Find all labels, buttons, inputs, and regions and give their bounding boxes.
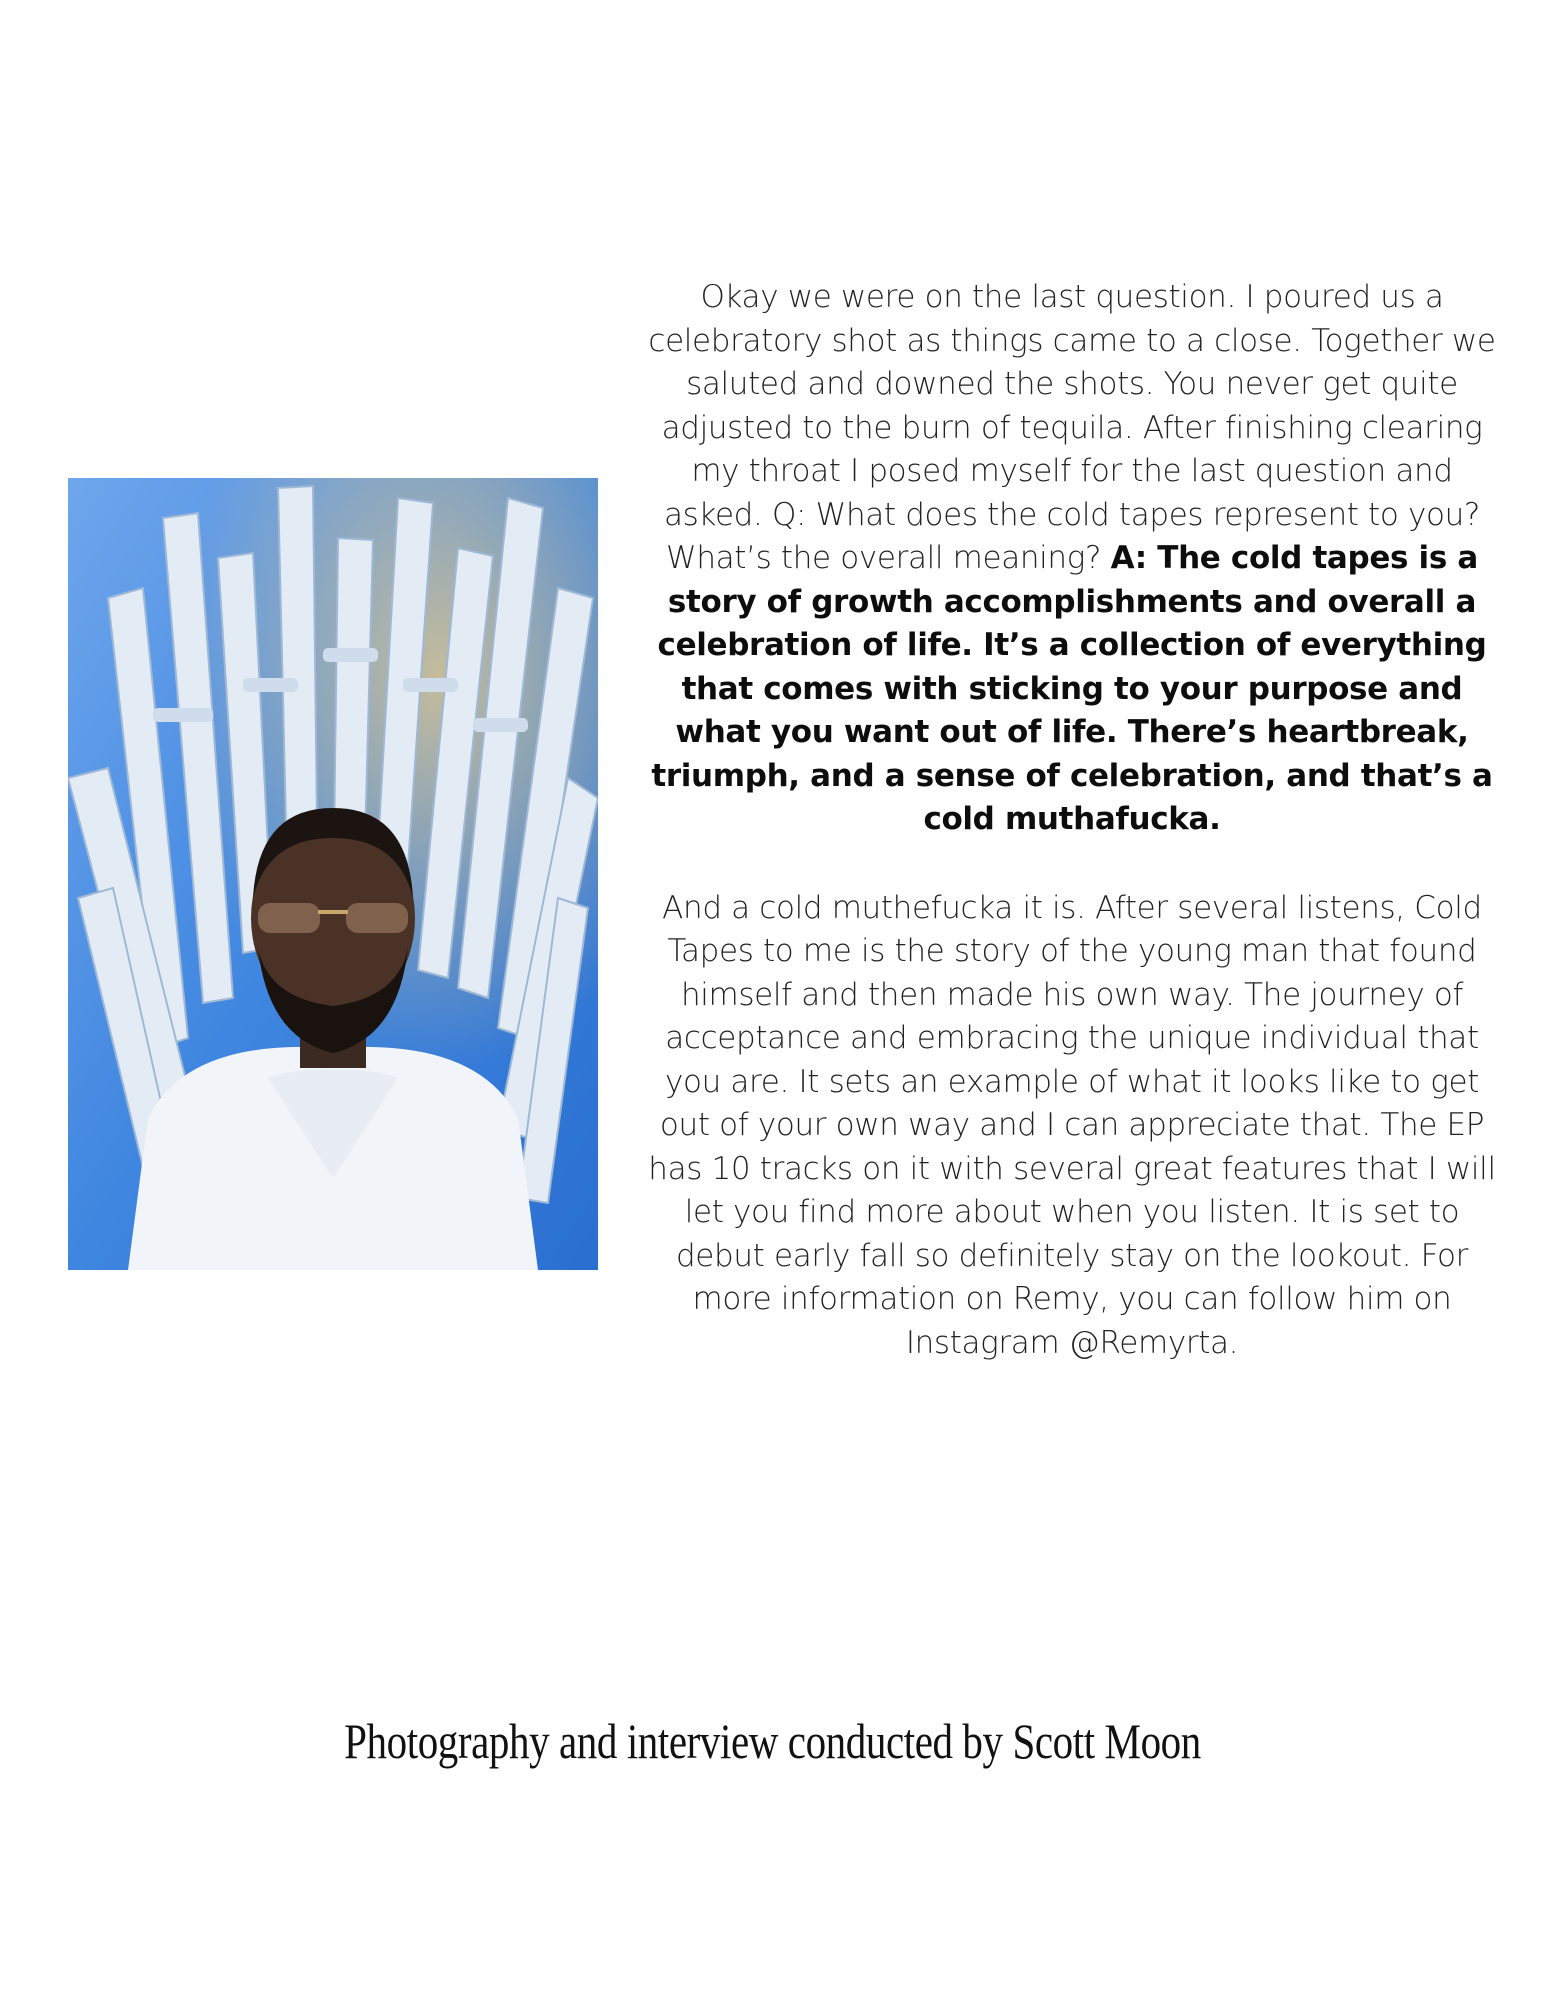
portrait-photo	[68, 478, 598, 1270]
question-text: Okay we were on the last question. I poured us a celebratory shot as things came to a close. Together we saluted and downed the shots. You never get quite adjusted to the burn of tequila. After finishing clearing my throat I posed myself for the last question and asked. Q: What does the cold tapes represent to you? What’s the overall meaning?	[648, 279, 1496, 576]
photo-credit: Photography and interview conducted by Scott Moon	[344, 1713, 1201, 1769]
answer-text: A: The cold tapes is a story of growth accomplishments and overall a celebration of life. It’s a collection of everything that comes with sticking to your purpose and what you want out of life. There’s heartbreak, triumph, and a sense of celebration, and that’s a cold muthafucka.	[651, 540, 1493, 837]
portrait-illustration	[68, 478, 598, 1270]
article-body	[648, 276, 1496, 1365]
interview-paragraph	[648, 276, 1496, 842]
closing-paragraph: And a cold muthefucka it is. After several listens, Cold Tapes to me is the story of the young man that found himself and then made his own way. The journey of acceptance and embracing the unique individual that you are. It sets an example of what it looks like to get out of your own way and I can appreciate that. The EP has 10 tracks on it with several great features that I will let you find more about when you listen. It is set to debut early fall so definitely stay on the lookout. For more information on Remy, you can follow him on Instagram @Remyrta.	[648, 889, 1496, 1361]
